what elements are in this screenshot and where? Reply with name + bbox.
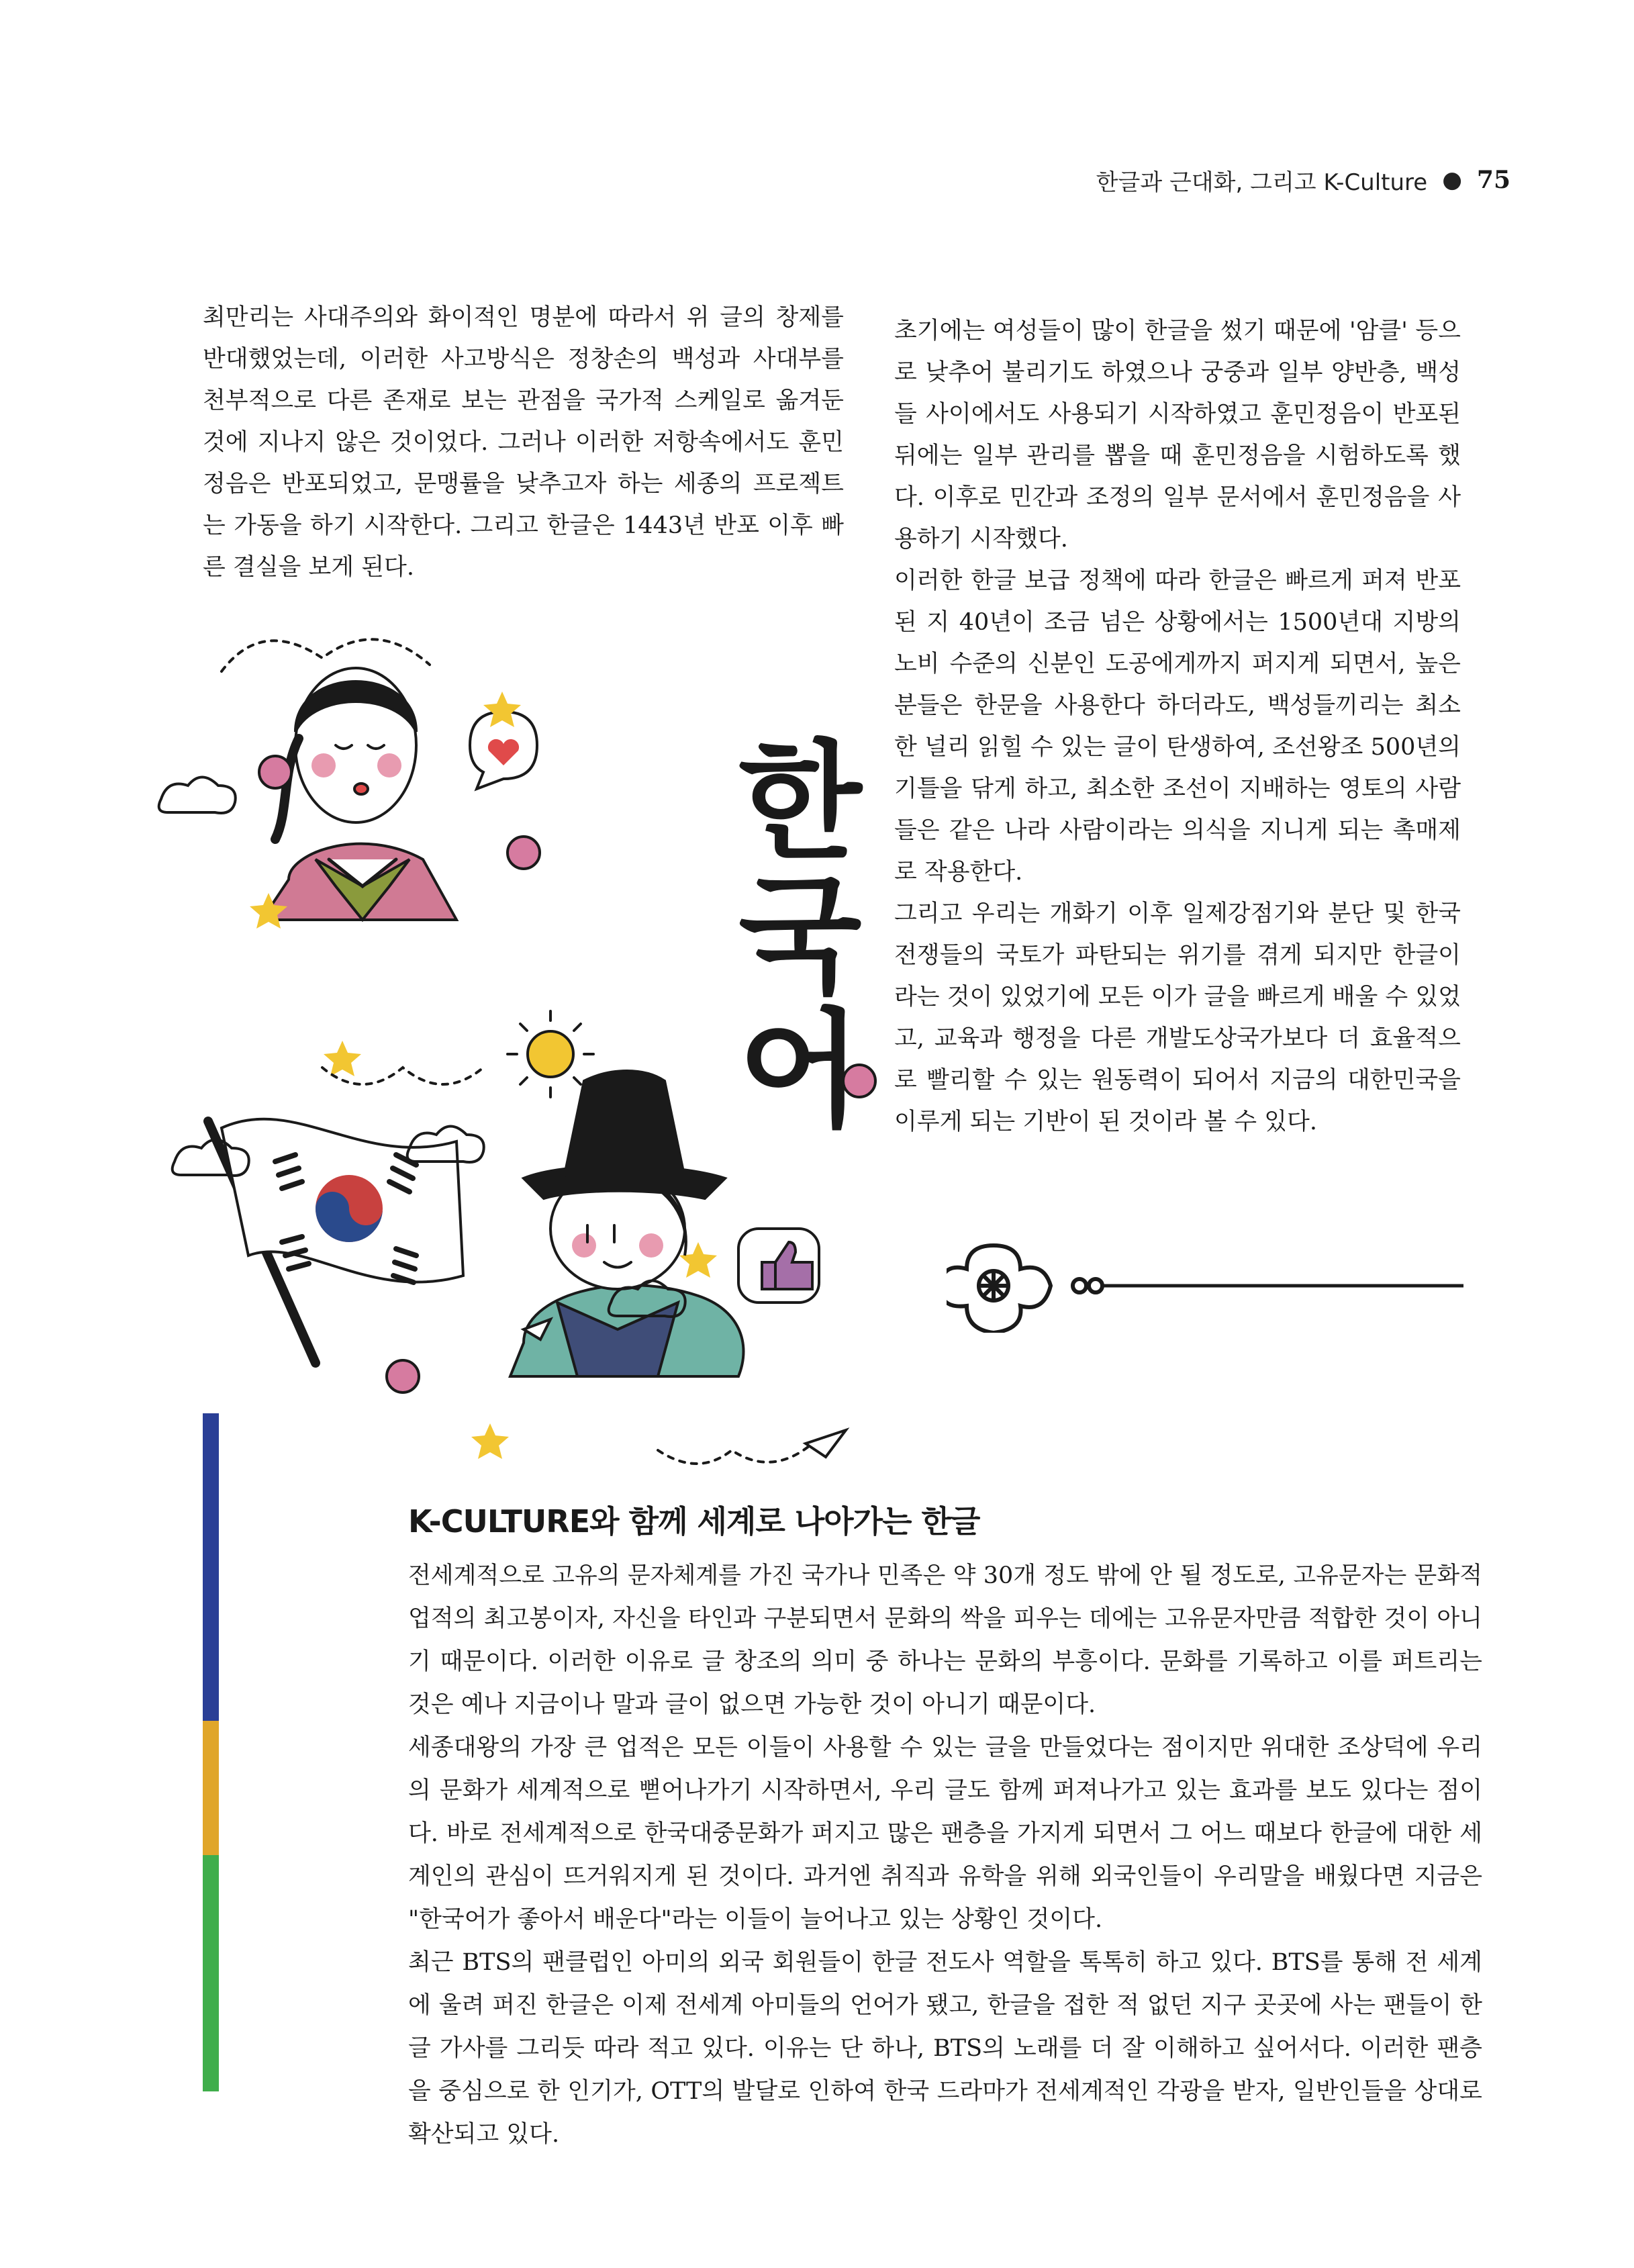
left-column-text: [203, 297, 844, 588]
dotted-swirl: [658, 1444, 812, 1464]
sidebar-segment-yellow: [203, 1721, 219, 1855]
vertical-title-char: 국: [738, 861, 862, 1010]
paragraph: 최만리는 사대주의와 화이적인 명분에 따라서 위 글의 창제를 반대했었는데, 이러한 사고방식은 정창손의 백성과 사대부를 천부적으로 다른 존재로 보는 관점을 국가적 스케일로 옮겨둔 것에 지나지 않은 것이었다. 그러나 이러한 저항속에서도 훈민정음은 반포되었고, 문맹률을 낮추고자 하는 세종의 프로젝트는 가동을 하기 시작한다. 그리고 한글은 1443년 반포 이후 빠른 결실을 보게 된다.: [203, 304, 844, 581]
paragraph: 초기에는 여성들이 많이 한글을 썼기 때문에 '암클' 등으로 낮추어 불리기도 하였으나 궁중과 일부 양반층, 백성들 사이에서도 사용되기 시작하였고 훈민정음이 반포된 뒤에는 일부 관리를 뽑을 때 훈민정음을 시험하도록 했다. 이후로 민간과 조정의 일부 문서에서 훈민정음을 사용하기 시작했다.: [894, 318, 1461, 553]
dotted-swirl: [222, 639, 430, 671]
paragraph: 전세계적으로 고유의 문자체계를 가진 국가나 민족은 약 30개 정도 밖에 안 될 정도로, 고유문자는 문화적 업적의 최고봉이자, 자신을 타인과 구분되면서 문화의 싹을 피우는 데에는 고유문자만큼 적합한 것이 아니기 때문이다. 이러한 이유로 글 창조의 의미 중 하나는 문화의 부흥이다. 문화를 기록하고 이를 퍼트리는 것은 예나 지금이나 말과 글이 없으면 가능한 것이 아니기 때문이다.: [408, 1562, 1482, 1718]
heart-speech-bubble: [470, 712, 537, 789]
color-sidebar: [203, 1413, 219, 2091]
paragraph: 이러한 한글 보급 정책에 따라 한글은 빠르게 퍼져 반포된 지 40년이 조금 넘은 상황에서는 1500년대 지방의 노비 수준의 신분인 도공에게까지 퍼지게 되면서, 높은 분들은 한문을 사용한다 하더라도, 백성들끼리는 최소한 널리 읽힐 수 있는 글이 탄생하여, 조선왕조 500년의 기틀을 닦게 하고, 최소한 조선이 지배하는 영토의 사람들은 같은 나라 사람이라는 의식을 지니게 되는 촉매제로 작용한다.: [894, 567, 1461, 886]
running-header: [1007, 160, 1510, 200]
header-bullet: ●: [1442, 167, 1462, 193]
vertical-title-char: 어: [738, 995, 862, 1145]
taegukgi-flag-figure: [208, 1119, 463, 1363]
paragraph: 세종대왕의 가장 큰 업적은 모든 이들이 사용할 수 있는 글을 만들었다는 점이지만 위대한 조상덕에 우리의 문화가 세계적으로 뻗어나가기 시작하면서, 우리 글도 함께 퍼져나가고 있는 효과를 보도 있다는 점이다. 바로 전세계적으로 한국대중문화가 퍼지고 많은 팬층을 가지게 되면서 그 어느 때보다 한글에 대한 세계인의 관심이 뜨거워지게 된 것이다. 과거엔 취직과 유학을 위해 외국인들이 우리말을 배웠다면 지금은 "한국어가 좋아서 배운다"라는 이들이 늘어나고 있는 상황인 것이다.: [408, 1734, 1482, 1933]
section-body-text: [408, 1554, 1482, 2156]
sun-decoration: [508, 1011, 593, 1097]
section-heading: K-CULTURE와 함께 세계로 나아가는 한글: [408, 1503, 980, 1540]
paragraph: 최근 BTS의 팬클럽인 아미의 외국 회원들이 한글 전도사 역할을 톡톡히 하고 있다. BTS를 통해 전 세계에 울려 퍼진 한글은 이제 전세계 아미들의 언어가 됐고, 한글을 접한 적 없던 지구 곳곳에 사는 팬들이 한글 가사를 그리듯 따라 적고 있다. 이유는 단 하나, BTS의 노래를 더 잘 이해하고 싶어서다. 이러한 팬층을 중심으로 한 인기가, OTT의 발달로 인하여 한국 드라마가 전세계적인 각광을 받자, 일반인들을 상대로 확산되고 있다.: [408, 1949, 1482, 2148]
thumbs-up-bubble: [738, 1229, 819, 1303]
korean-culture-illustration: [148, 571, 886, 1470]
sidebar-segment-blue: [203, 1413, 219, 1721]
page-number: 75: [1476, 166, 1510, 194]
hanbok-woman-figure: [262, 668, 456, 920]
right-column-text: [894, 310, 1461, 1143]
flower-divider: [947, 1239, 1463, 1333]
vertical-title-char: 한: [738, 726, 862, 876]
header-title: 한글과 근대화, 그리고 K-Culture: [1096, 169, 1428, 196]
paragraph: 그리고 우리는 개화기 이후 일제강점기와 분단 및 한국전쟁들의 국토가 파탄되는 위기를 겪게 되지만 한글이라는 것이 있었기에 모든 이가 글을 빠르게 배울 수 있었고, 교육과 행정을 다른 개발도상국가보다 더 효율적으로 빨리할 수 있는 원동력이 되어서 지금의 대한민국을 이루게 되는 기반이 된 것이라 볼 수 있다.: [894, 900, 1461, 1135]
sidebar-segment-green: [203, 1855, 219, 2091]
